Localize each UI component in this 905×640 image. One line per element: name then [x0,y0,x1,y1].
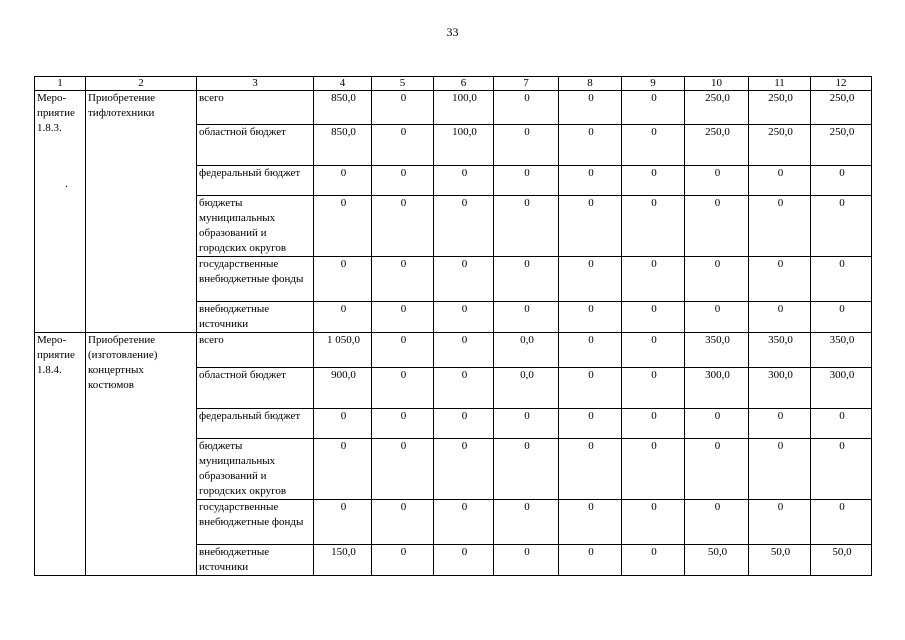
measure-name [86,333,197,576]
value-cell-col-5: 0 [372,125,434,166]
value-cell-col-5: 0 [372,196,434,257]
value-cell-col-11: 0 [749,257,811,302]
value-cell-col-7: 0 [494,439,559,500]
value-cell-col-12: 0 [811,439,872,500]
value-cell-col-4: 0 [314,409,372,439]
table-row [35,91,872,125]
value-cell-col-12: 0 [811,257,872,302]
value-cell-col-6: 0 [434,333,494,368]
value-cell-col-12: 0 [811,166,872,196]
funding-source: всего [197,91,314,125]
funding-source: всего [197,333,314,368]
value-cell-col-9: 0 [622,125,685,166]
value-cell-col-6: 0 [434,409,494,439]
value-cell-col-6: 0 [434,500,494,545]
value-cell-col-6: 0 [434,368,494,409]
value-cell-col-9: 0 [622,333,685,368]
table-row [35,333,872,368]
value-cell-col-7: 0 [494,545,559,576]
value-cell-col-8: 0 [559,257,622,302]
funding-source: областной бюджет [197,125,314,166]
value-cell-col-4: 1 050,0 [314,333,372,368]
measure-id-line: Меро- [37,92,67,104]
value-cell-col-11: 0 [749,166,811,196]
value-cell-col-9: 0 [622,368,685,409]
measure-name-line: Приобретение [88,334,156,346]
value-cell-col-7: 0 [494,302,559,333]
value-cell-col-4: 0 [314,196,372,257]
measure-name-line: (изготовление) [88,349,158,361]
column-header-3: 3 [197,77,314,91]
value-cell-col-8: 0 [559,125,622,166]
funding-source: государственные внебюджетные фонды [197,257,314,302]
measure-id-line: 1.8.4. [37,364,62,376]
value-cell-col-12: 0 [811,302,872,333]
value-cell-col-8: 0 [559,500,622,545]
funding-source: внебюджетные источники [197,302,314,333]
value-cell-col-10: 350,0 [685,333,749,368]
value-cell-col-11: 0 [749,409,811,439]
value-cell-col-12: 250,0 [811,91,872,125]
column-header-9: 9 [622,77,685,91]
value-cell-col-7: 0 [494,91,559,125]
value-cell-col-12: 0 [811,409,872,439]
value-cell-col-6: 100,0 [434,125,494,166]
value-cell-col-7: 0,0 [494,368,559,409]
value-cell-col-4: 0 [314,500,372,545]
column-header-5: 5 [372,77,434,91]
column-header-1: 1 [35,77,86,91]
measure-name-line: концертных [88,364,144,376]
measure-id [35,333,86,576]
measure-id-line: Меро- [37,334,67,346]
value-cell-col-4: 0 [314,257,372,302]
value-cell-col-8: 0 [559,166,622,196]
stray-mark: . [65,176,68,190]
value-cell-col-5: 0 [372,500,434,545]
value-cell-col-7: 0 [494,257,559,302]
value-cell-col-10: 0 [685,196,749,257]
budget-table [34,76,872,576]
value-cell-col-5: 0 [372,368,434,409]
value-cell-col-6: 100,0 [434,91,494,125]
value-cell-col-11: 250,0 [749,91,811,125]
value-cell-col-7: 0 [494,196,559,257]
value-cell-col-9: 0 [622,302,685,333]
value-cell-col-8: 0 [559,333,622,368]
funding-source: федеральный бюджет [197,166,314,196]
value-cell-col-12: 300,0 [811,368,872,409]
value-cell-col-5: 0 [372,545,434,576]
value-cell-col-4: 150,0 [314,545,372,576]
value-cell-col-8: 0 [559,91,622,125]
column-header-11: 11 [749,77,811,91]
value-cell-col-5: 0 [372,257,434,302]
value-cell-col-10: 0 [685,302,749,333]
page-number: 33 [446,25,459,39]
value-cell-col-6: 0 [434,439,494,500]
value-cell-col-9: 0 [622,500,685,545]
value-cell-col-9: 0 [622,409,685,439]
funding-source: внебюджетные источники [197,545,314,576]
value-cell-col-10: 0 [685,166,749,196]
value-cell-col-7: 0 [494,500,559,545]
value-cell-col-12: 50,0 [811,545,872,576]
value-cell-col-6: 0 [434,302,494,333]
measure-id-line: 1.8.3. [37,122,62,134]
measure-name-line: Приобретение [88,92,156,104]
value-cell-col-10: 50,0 [685,545,749,576]
value-cell-col-4: 0 [314,166,372,196]
value-cell-col-5: 0 [372,302,434,333]
value-cell-col-11: 250,0 [749,125,811,166]
value-cell-col-10: 0 [685,409,749,439]
column-header-7: 7 [494,77,559,91]
value-cell-col-9: 0 [622,91,685,125]
value-cell-col-11: 300,0 [749,368,811,409]
column-header-10: 10 [685,77,749,91]
value-cell-col-7: 0 [494,166,559,196]
column-header-4: 4 [314,77,372,91]
value-cell-col-8: 0 [559,196,622,257]
measure-name [86,91,197,333]
column-header-6: 6 [434,77,494,91]
funding-source: областной бюджет [197,368,314,409]
value-cell-col-11: 50,0 [749,545,811,576]
value-cell-col-5: 0 [372,439,434,500]
value-cell-col-10: 250,0 [685,125,749,166]
value-cell-col-5: 0 [372,91,434,125]
value-cell-col-8: 0 [559,302,622,333]
value-cell-col-4: 0 [314,302,372,333]
value-cell-col-10: 0 [685,439,749,500]
value-cell-col-10: 0 [685,257,749,302]
value-cell-col-5: 0 [372,409,434,439]
value-cell-col-6: 0 [434,196,494,257]
measure-id-line: приятие [37,349,75,361]
funding-source: федеральный бюджет [197,409,314,439]
value-cell-col-6: 0 [434,257,494,302]
value-cell-col-8: 0 [559,368,622,409]
value-cell-col-11: 0 [749,196,811,257]
value-cell-col-12: 350,0 [811,333,872,368]
value-cell-col-9: 0 [622,545,685,576]
funding-source: бюджеты муниципальных образований и городских округов [197,196,314,257]
value-cell-col-7: 0,0 [494,333,559,368]
funding-source: бюджеты муниципальных образований и городских округов [197,439,314,500]
value-cell-col-9: 0 [622,166,685,196]
value-cell-col-6: 0 [434,166,494,196]
value-cell-col-4: 0 [314,439,372,500]
value-cell-col-8: 0 [559,439,622,500]
value-cell-col-12: 0 [811,196,872,257]
value-cell-col-6: 0 [434,545,494,576]
column-header-12: 12 [811,77,872,91]
value-cell-col-8: 0 [559,409,622,439]
value-cell-col-11: 0 [749,500,811,545]
value-cell-col-7: 0 [494,409,559,439]
value-cell-col-12: 250,0 [811,125,872,166]
value-cell-col-10: 0 [685,500,749,545]
value-cell-col-10: 250,0 [685,91,749,125]
value-cell-col-4: 850,0 [314,125,372,166]
column-header-2: 2 [86,77,197,91]
measure-name-line: костюмов [88,379,134,391]
value-cell-col-4: 850,0 [314,91,372,125]
value-cell-col-11: 0 [749,302,811,333]
value-cell-col-9: 0 [622,257,685,302]
value-cell-col-4: 900,0 [314,368,372,409]
value-cell-col-11: 0 [749,439,811,500]
value-cell-col-5: 0 [372,333,434,368]
measure-id-line: приятие [37,107,75,119]
value-cell-col-10: 300,0 [685,368,749,409]
measure-name-line: тифлотехники [88,107,155,119]
value-cell-col-12: 0 [811,500,872,545]
header-row [35,77,872,91]
column-header-8: 8 [559,77,622,91]
funding-source: государственные внебюджетные фонды [197,500,314,545]
value-cell-col-11: 350,0 [749,333,811,368]
value-cell-col-5: 0 [372,166,434,196]
value-cell-col-9: 0 [622,196,685,257]
value-cell-col-9: 0 [622,439,685,500]
measure-id [35,91,86,333]
value-cell-col-7: 0 [494,125,559,166]
value-cell-col-8: 0 [559,545,622,576]
